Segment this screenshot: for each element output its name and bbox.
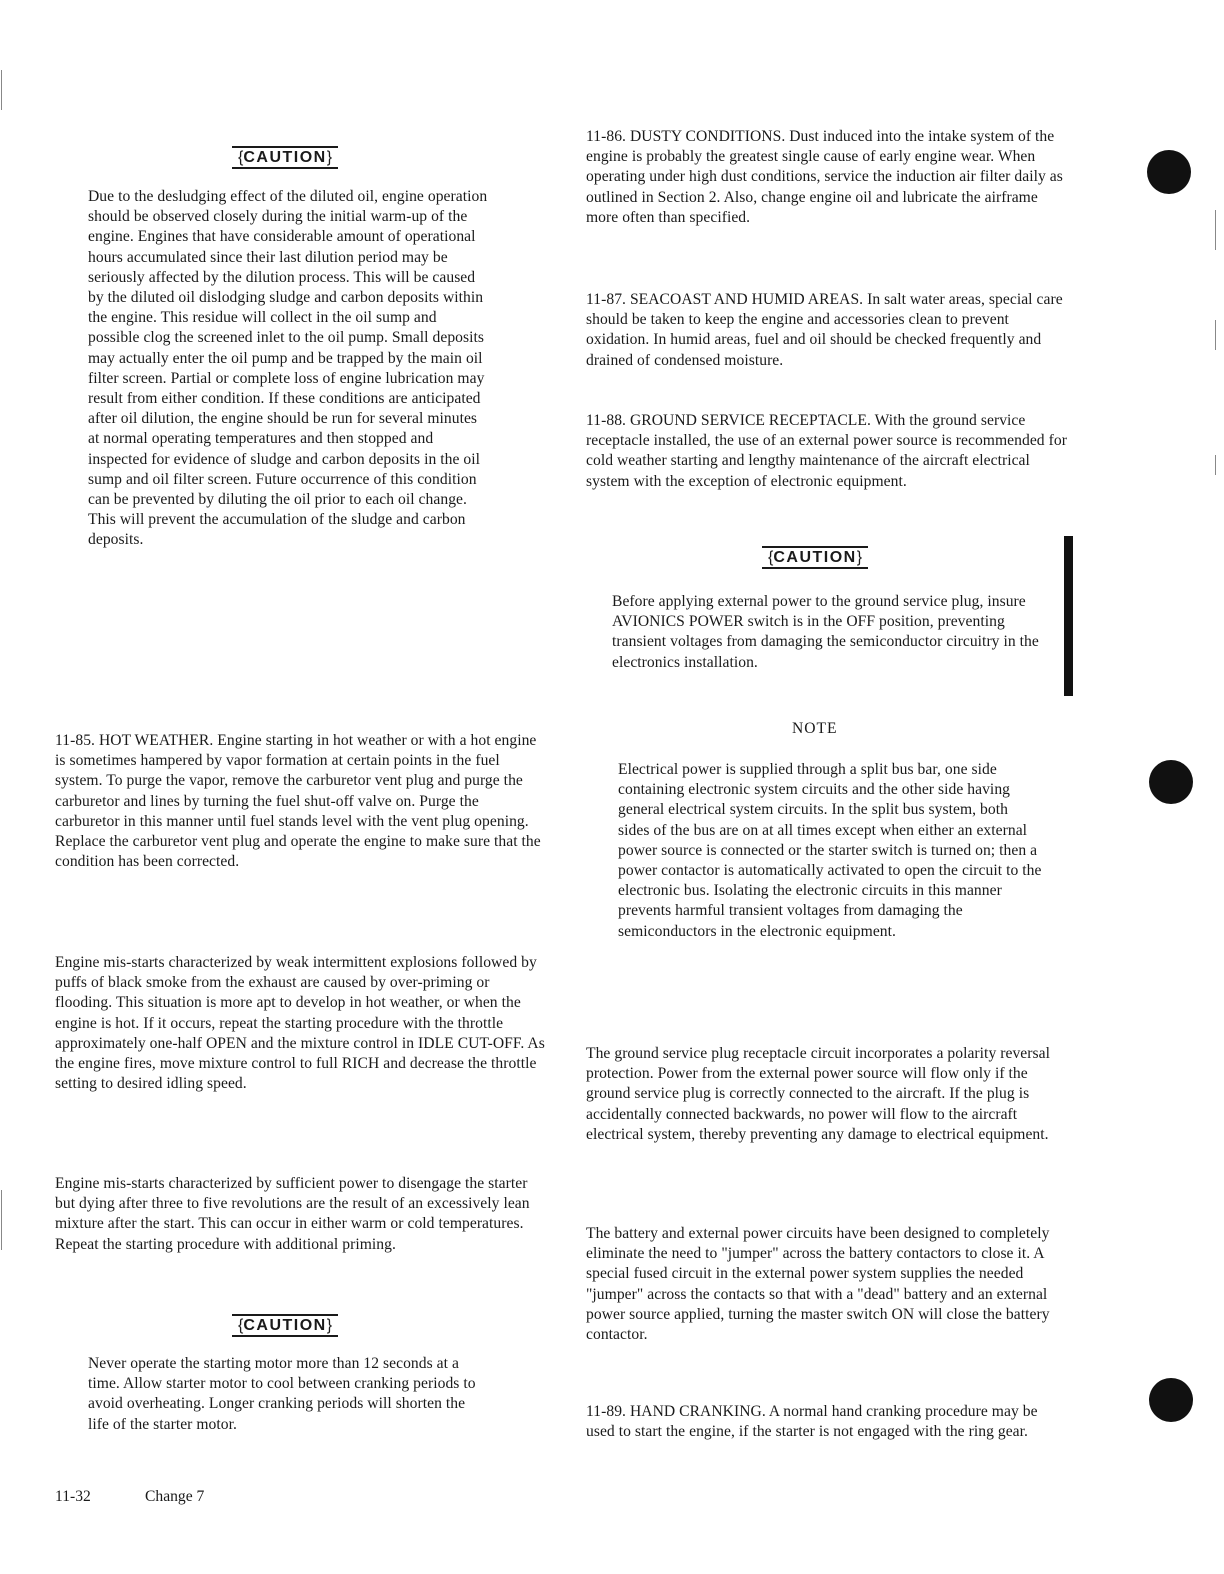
polarity-paragraph: The ground service plug receptacle circuit incorporates a polarity reversal protection. Power from the external power source will flow only if the ground service plug is correctly connected to the aircraft. If the plug is accidentally connected backwards, no power will flow to the aircraft electrical system, thereby preventing any damage to electrical equipment. [586, 1045, 1050, 1143]
binder-hole-mark [1149, 760, 1193, 804]
section-seacoast-humid [586, 290, 1066, 371]
section-text: With the ground service receptacle installed, the use of an external power source is recommended for cold weather starting and lengthy maintenance of the aircraft electrical system with the exception of electronic equipment. [586, 412, 1067, 490]
scan-edge-mark [1, 70, 2, 110]
misstart-paragraph-1: Engine mis-starts characterized by weak intermittent explosions followed by puffs of black smoke from the exhaust are caused by over-priming or flooding. This situation is more apt to develop in hot weather, or when the engine is hot. If it occurs, repeat the starting procedure with the throttle approximately one-half OPEN and the mixture control in IDLE CUT-OFF. As the engine fires, move mixture control to full RICH and decrease the throttle setting to desired idling speed. [55, 954, 545, 1093]
note-text: Electrical power is supplied through a split bus bar, one side containing electronic system circuits and the other side having general electrical system circuits. In the split bus system, both sides of the bus are on at all times except when either an external power source is connected or the starter switch is turned on; then a power contactor is automatically activated to open the circuit to the electronic bus. Isolating the electronic circuits in this manner prevents harmful transient voltages from damaging the semiconductors in the electronic equipment. [618, 761, 1042, 940]
section-text: Engine starting in hot weather or with a hot engine is sometimes hampered by vapor formation at certain points in the fuel system. To purge the vapor, remove the carburetor vent plug and purge the carburetor and lines by turning the fuel shut-off valve on. Purge the carburetor in this manner until fuel stands level with the vent plug opening. Replace the carburetor vent plug and operate the engine to make sure that the condition has been corrected. [55, 732, 541, 871]
caution-label: {CAUTION} [762, 546, 868, 569]
section-heading: 11-86. DUSTY CONDITIONS. [586, 128, 786, 145]
section-dusty-conditions [586, 127, 1066, 228]
note-label: NOTE [792, 720, 838, 737]
jumper-paragraph: The battery and external power circuits have been designed to completely eliminate the need to "jumper" across the battery contactors to close it. A special fused circuit in the external power system supplies the needed "jumper" across the contacts so that with a "dead" battery and an external power source applied, turning the master switch ON will close the battery contactor. [586, 1225, 1050, 1344]
binder-hole-mark [1149, 1378, 1193, 1422]
binder-hole-mark [1147, 150, 1191, 194]
page-number: 11-32 [55, 1488, 91, 1505]
section-heading: 11-88. GROUND SERVICE RECEPTACLE. [586, 412, 871, 429]
section-heading: 11-87. SEACOAST AND HUMID AREAS. [586, 291, 864, 308]
section-hot-weather [55, 731, 545, 872]
scan-edge-mark [1, 1190, 2, 1250]
scan-edge-mark [1215, 210, 1216, 250]
section-hand-cranking [586, 1402, 1066, 1442]
caution-label: {CAUTION} [232, 1314, 338, 1337]
section-text: Dust induced into the intake system of the engine is probably the greatest single cause of early engine wear. When operating under high dust conditions, service the induction air filter daily as outlined in Section 2. Also, change engine oil and lubricate the airframe more often than specified. [586, 128, 1063, 226]
scan-edge-mark [1215, 320, 1216, 350]
section-heading: 11-85. HOT WEATHER. [55, 732, 214, 749]
caution-text: Due to the desludging effect of the diluted oil, engine operation should be observed closely during the initial warm-up of the engine. Engines that have considerable amount of operational hours accumulated since their last dilution period may be seriously affected by the dilution process. This will be caused by the diluted oil dislodging sludge and carbon deposits within the engine. This residue will collect in the oil sump and possible clog the screened inlet to the oil pump. Small deposits may actually enter the oil pump and be trapped by the main oil filter screen. Partial or complete loss of engine lubrication may result from either condition. If these conditions are anticipated after oil dilution, the engine should be run for several minutes at normal operating temperatures and then stopped and inspected for evidence of sludge and carbon deposits in the oil sump and oil filter screen. Future occurrence of this condition can be prevented by diluting the oil prior to each oil change. This will prevent the accumulation of the sludge and carbon deposits. [88, 188, 488, 549]
caution-text: Never operate the starting motor more than 12 seconds at a time. Allow starter motor to cool between cranking periods to avoid overheating. Longer cranking periods will shorten the life of the starter motor. [88, 1355, 476, 1433]
change-bar [1064, 536, 1073, 696]
section-text: In salt water areas, special care should be taken to keep the engine and accessories clean to prevent oxidation. In humid areas, fuel and oil should be checked frequently and drained of condensed moisture. [586, 291, 1063, 369]
section-text: A normal hand cranking procedure may be used to start the engine, if the starter is not engaged with the ring gear. [586, 1403, 1038, 1441]
change-number: Change 7 [145, 1488, 205, 1505]
caution-label: {CAUTION} [232, 146, 338, 169]
misstart-paragraph-2: Engine mis-starts characterized by sufficient power to disengage the starter but dying after three to five revolutions are the result of an excessively lean mixture after the start. This can occur in either warm or cold temperatures. Repeat the starting procedure with additional priming. [55, 1175, 530, 1253]
caution-text: Before applying external power to the ground service plug, insure AVIONICS POWER switch is in the OFF position, preventing transient voltages from damaging the semiconductor circuitry in the electronics installation. [612, 593, 1039, 671]
section-ground-service [586, 411, 1071, 492]
section-heading: 11-89. HAND CRANKING. [586, 1403, 766, 1420]
scan-edge-mark [1215, 455, 1216, 475]
